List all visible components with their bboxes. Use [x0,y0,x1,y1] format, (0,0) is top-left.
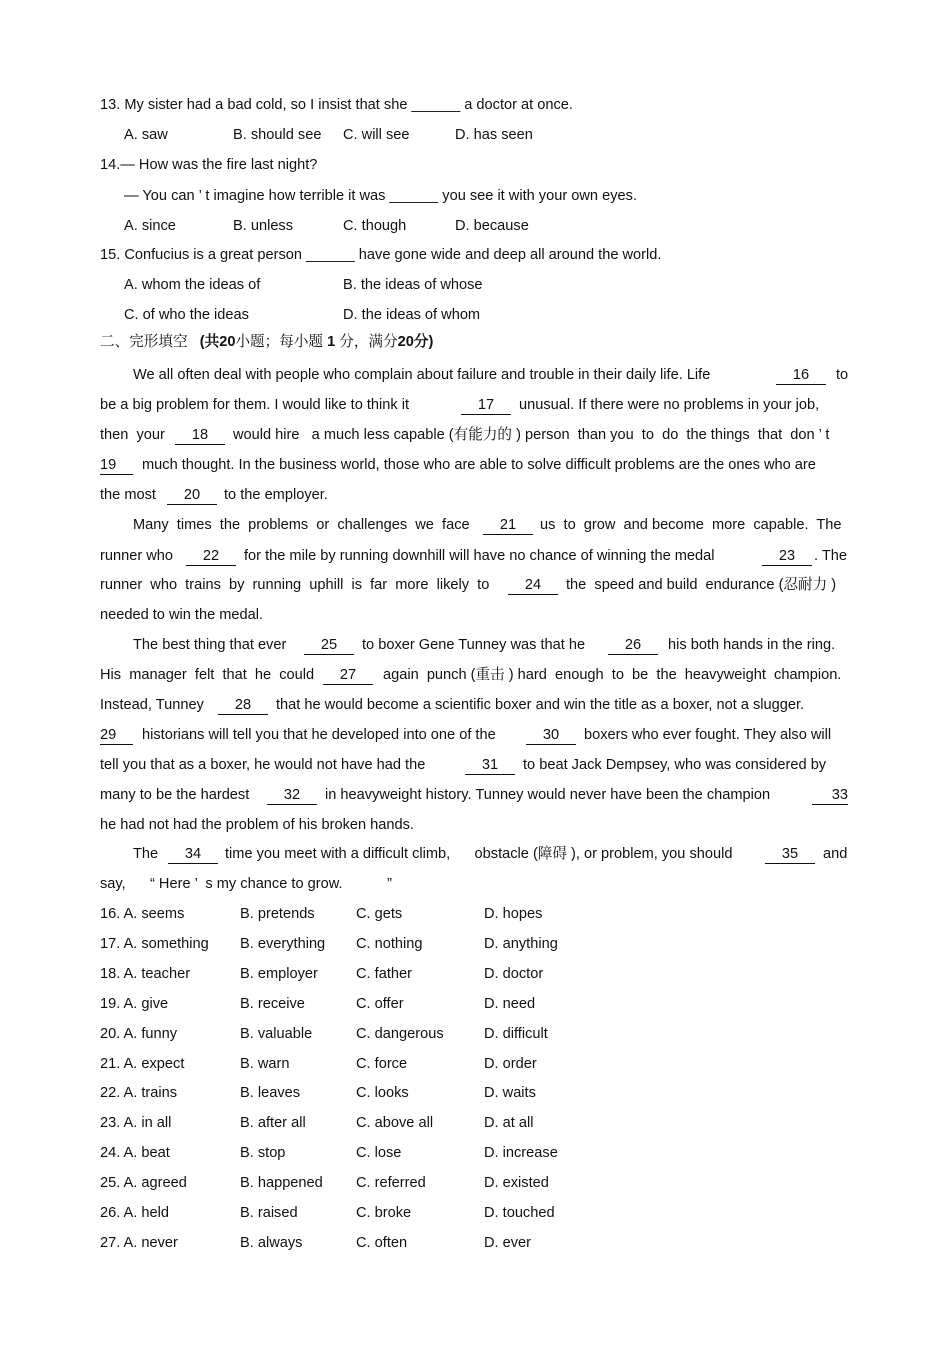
passage-p3-line5 [100,755,425,775]
text: runner who trains by running uphill is far more likely to [100,577,490,593]
passage-p3-line1 [133,635,286,655]
text: in heavyweight history. Tunney would never have been the champion [325,787,771,803]
blank-32 [267,785,317,805]
blank-34 [168,844,218,864]
text: tell you that as a boxer, he would not have had the [100,757,426,773]
blank-30-number: 30 [526,727,576,745]
text: time you meet with a difficult climb, obstacle (障碍 ), or problem, you should [225,846,733,862]
text: then your [100,427,165,443]
text: to boxer Gene Tunney was that he [362,637,586,653]
question-14-reply: — You can ’ t imagine how terrible it was ______ you see it with your own eyes. [124,188,637,204]
text: the speed and build endurance (忍耐力 ) [566,577,837,593]
blank-17 [461,395,511,415]
passage-p4-line1 [133,844,158,864]
cloze-option-c: C. looks [356,1085,409,1101]
text: us to grow and become more capable. The [540,517,842,533]
cloze-option-a: 27. A. never [100,1235,178,1251]
cloze-option-a: 23. A. in all [100,1115,172,1131]
cloze-option-b: B. raised [240,1205,298,1221]
cloze-option-a: 16. A. seems [100,906,185,922]
blank-27-number: 27 [323,667,373,685]
cloze-option-b: B. after all [240,1115,306,1131]
blank-31-number: 31 [465,757,515,775]
blank-17-number: 17 [461,397,511,415]
question-14-stem: 14.— How was the fire last night? [100,157,318,173]
section-2-paren: (共 [199,334,220,350]
cloze-option-d: D. hopes [484,906,543,922]
text: His manager felt that he could [100,667,315,683]
cloze-option-d: D. ever [484,1235,532,1251]
blank-24-number: 24 [508,577,558,595]
blank-16-number: 16 [776,367,826,385]
blank-33 [812,785,848,805]
q14-option-d: D. because [455,218,529,234]
text: boxers who ever fought. They also will [584,727,832,743]
blank-27 [323,665,373,685]
blank-21 [483,515,533,535]
blank-35 [765,844,815,864]
blank-22-number: 22 [186,548,236,566]
text: many to be the hardest [100,787,250,803]
q15-option-c: C. of who the ideas [124,307,249,323]
blank-22 [186,546,236,566]
text: We all often deal with people who complain about failure and trouble in their daily life. Life [133,367,711,383]
cloze-option-a: 21. A. expect [100,1056,185,1072]
cloze-option-c: C. offer [356,996,404,1012]
cloze-option-d: D. touched [484,1205,555,1221]
cloze-option-c: C. nothing [356,936,423,952]
text: to [836,367,849,383]
blank-30 [526,725,576,745]
cloze-option-d: D. waits [484,1085,536,1101]
cloze-option-d: D. order [484,1056,537,1072]
section-2-points-each: 1 [327,334,336,350]
cloze-option-b: B. leaves [240,1085,301,1101]
cloze-option-b: B. everything [240,936,326,952]
blank-25-number: 25 [304,637,354,655]
blank-19 [100,455,133,475]
cloze-option-b: B. pretends [240,906,315,922]
section-2-mid2: 分，满分 [339,334,398,350]
q14-option-b: B. unless [233,218,294,234]
text: runner who [100,548,174,564]
passage-p3-line7: he had not had the problem of his broken hands. [100,817,414,833]
cloze-option-d: D. difficult [484,1026,548,1042]
cloze-option-c: C. broke [356,1205,412,1221]
blank-33-number: 33 [812,787,848,805]
text: Many times the problems or challenges we face [133,517,470,533]
cloze-option-b: B. employer [240,966,318,982]
cloze-option-b: B. warn [240,1056,290,1072]
q13-option-c: C. will see [343,127,410,143]
question-13-stem: 13. My sister had a bad cold, so I insist that she ______ a doctor at once. [100,97,573,113]
text: to the employer. [224,487,328,503]
passage-p2-line2 [100,546,173,566]
cloze-option-a: 19. A. give [100,996,169,1012]
text: that he would become a scientific boxer and win the title as a boxer, not a slugger. [276,697,805,713]
section-2-total: 20 [397,334,414,350]
blank-20 [167,485,217,505]
blank-23-number: 23 [762,548,812,566]
cloze-option-a: 20. A. funny [100,1026,178,1042]
text: . The [814,548,847,564]
cloze-option-a: 26. A. held [100,1205,169,1221]
blank-34-number: 34 [168,846,218,864]
blank-29-number: 29 [100,727,133,745]
text: Instead, Tunney [100,697,204,713]
blank-25 [304,635,354,655]
blank-20-number: 20 [167,487,217,505]
passage-p1-line1 [133,365,710,385]
q14-option-a: A. since [124,218,176,234]
q15-option-a: A. whom the ideas of [124,277,261,293]
q15-option-b: B. the ideas of whose [343,277,483,293]
text: historians will tell you that he developed into one of the [142,727,496,743]
passage-p2-line3 [100,575,489,595]
passage-p1-line2 [100,395,409,415]
cloze-option-c: C. referred [356,1175,426,1191]
cloze-option-c: C. gets [356,906,403,922]
q14-option-c: C. though [343,218,407,234]
cloze-option-c: C. force [356,1056,408,1072]
cloze-option-a: 17. A. something [100,936,209,952]
passage-p2-line1 [133,515,470,535]
blank-21-number: 21 [483,517,533,535]
cloze-option-c: C. dangerous [356,1026,444,1042]
blank-23 [762,546,812,566]
cloze-option-d: D. need [484,996,536,1012]
blank-31 [465,755,515,775]
blank-18-number: 18 [175,427,225,445]
section-2-end: 分) [413,334,434,350]
passage-p4-line2: say, “ Here ’ s my chance to grow. ” [100,876,392,892]
cloze-option-c: C. above all [356,1115,434,1131]
blank-28 [218,695,268,715]
passage-p1-line5 [100,485,156,505]
text: for the mile by running downhill will have no chance of winning the medal [244,548,715,564]
blank-18 [175,425,225,445]
blank-28-number: 28 [218,697,268,715]
cloze-option-d: D. at all [484,1115,534,1131]
section-2-title: 二、完形填空 [100,334,188,350]
cloze-option-c: C. lose [356,1145,402,1161]
blank-26 [608,635,658,655]
text: be a big problem for them. I would like to think it [100,397,410,413]
cloze-option-a: 22. A. trains [100,1085,178,1101]
q15-option-d: D. the ideas of whom [343,307,481,323]
section-2-count: 20 [219,334,236,350]
cloze-option-b: B. stop [240,1145,286,1161]
text: his both hands in the ring. [668,637,836,653]
passage-p2-line4: needed to win the medal. [100,607,264,623]
blank-16 [776,365,826,385]
text: The [133,846,159,862]
blank-35-number: 35 [765,846,815,864]
cloze-option-c: C. father [356,966,412,982]
blank-32-number: 32 [267,787,317,805]
cloze-option-b: B. receive [240,996,305,1012]
cloze-option-b: B. valuable [240,1026,313,1042]
text: unusual. If there were no problems in your job, [519,397,820,413]
passage-p1-line3 [100,425,165,445]
cloze-option-a: 24. A. beat [100,1145,170,1161]
question-15-stem: 15. Confucius is a great person ______ have gone wide and deep all around the world. [100,247,662,263]
section-2-mid: 小题；每小题 [235,334,324,350]
text: and [823,846,848,862]
passage-p3-line2 [100,665,314,685]
q13-option-a: A. saw [124,127,168,143]
text: would hire a much less capable (有能力的 ) person than you to do the things that don ’ t [233,427,830,443]
section-2-heading [100,332,433,352]
text: again punch (重击 ) hard enough to be the heavyweight champion. [383,667,842,683]
cloze-option-b: B. happened [240,1175,323,1191]
cloze-option-b: B. always [240,1235,303,1251]
text: The best thing that ever [133,637,287,653]
passage-p3-line6 [100,785,249,805]
q13-option-b: B. should see [233,127,322,143]
text: the most [100,487,156,503]
cloze-option-d: D. existed [484,1175,549,1191]
text: much thought. In the business world, those who are able to solve difficult problems are the ones who are [142,457,816,473]
cloze-option-c: C. often [356,1235,408,1251]
blank-19-number: 19 [100,457,133,475]
q13-option-d: D. has seen [455,127,533,143]
blank-26-number: 26 [608,637,658,655]
passage-p3-line3 [100,695,204,715]
cloze-option-a: 25. A. agreed [100,1175,187,1191]
cloze-option-d: D. doctor [484,966,544,982]
blank-29 [100,725,133,745]
cloze-option-d: D. increase [484,1145,558,1161]
cloze-option-d: D. anything [484,936,558,952]
blank-24 [508,575,558,595]
text: to beat Jack Dempsey, who was considered by [523,757,827,773]
cloze-option-a: 18. A. teacher [100,966,191,982]
